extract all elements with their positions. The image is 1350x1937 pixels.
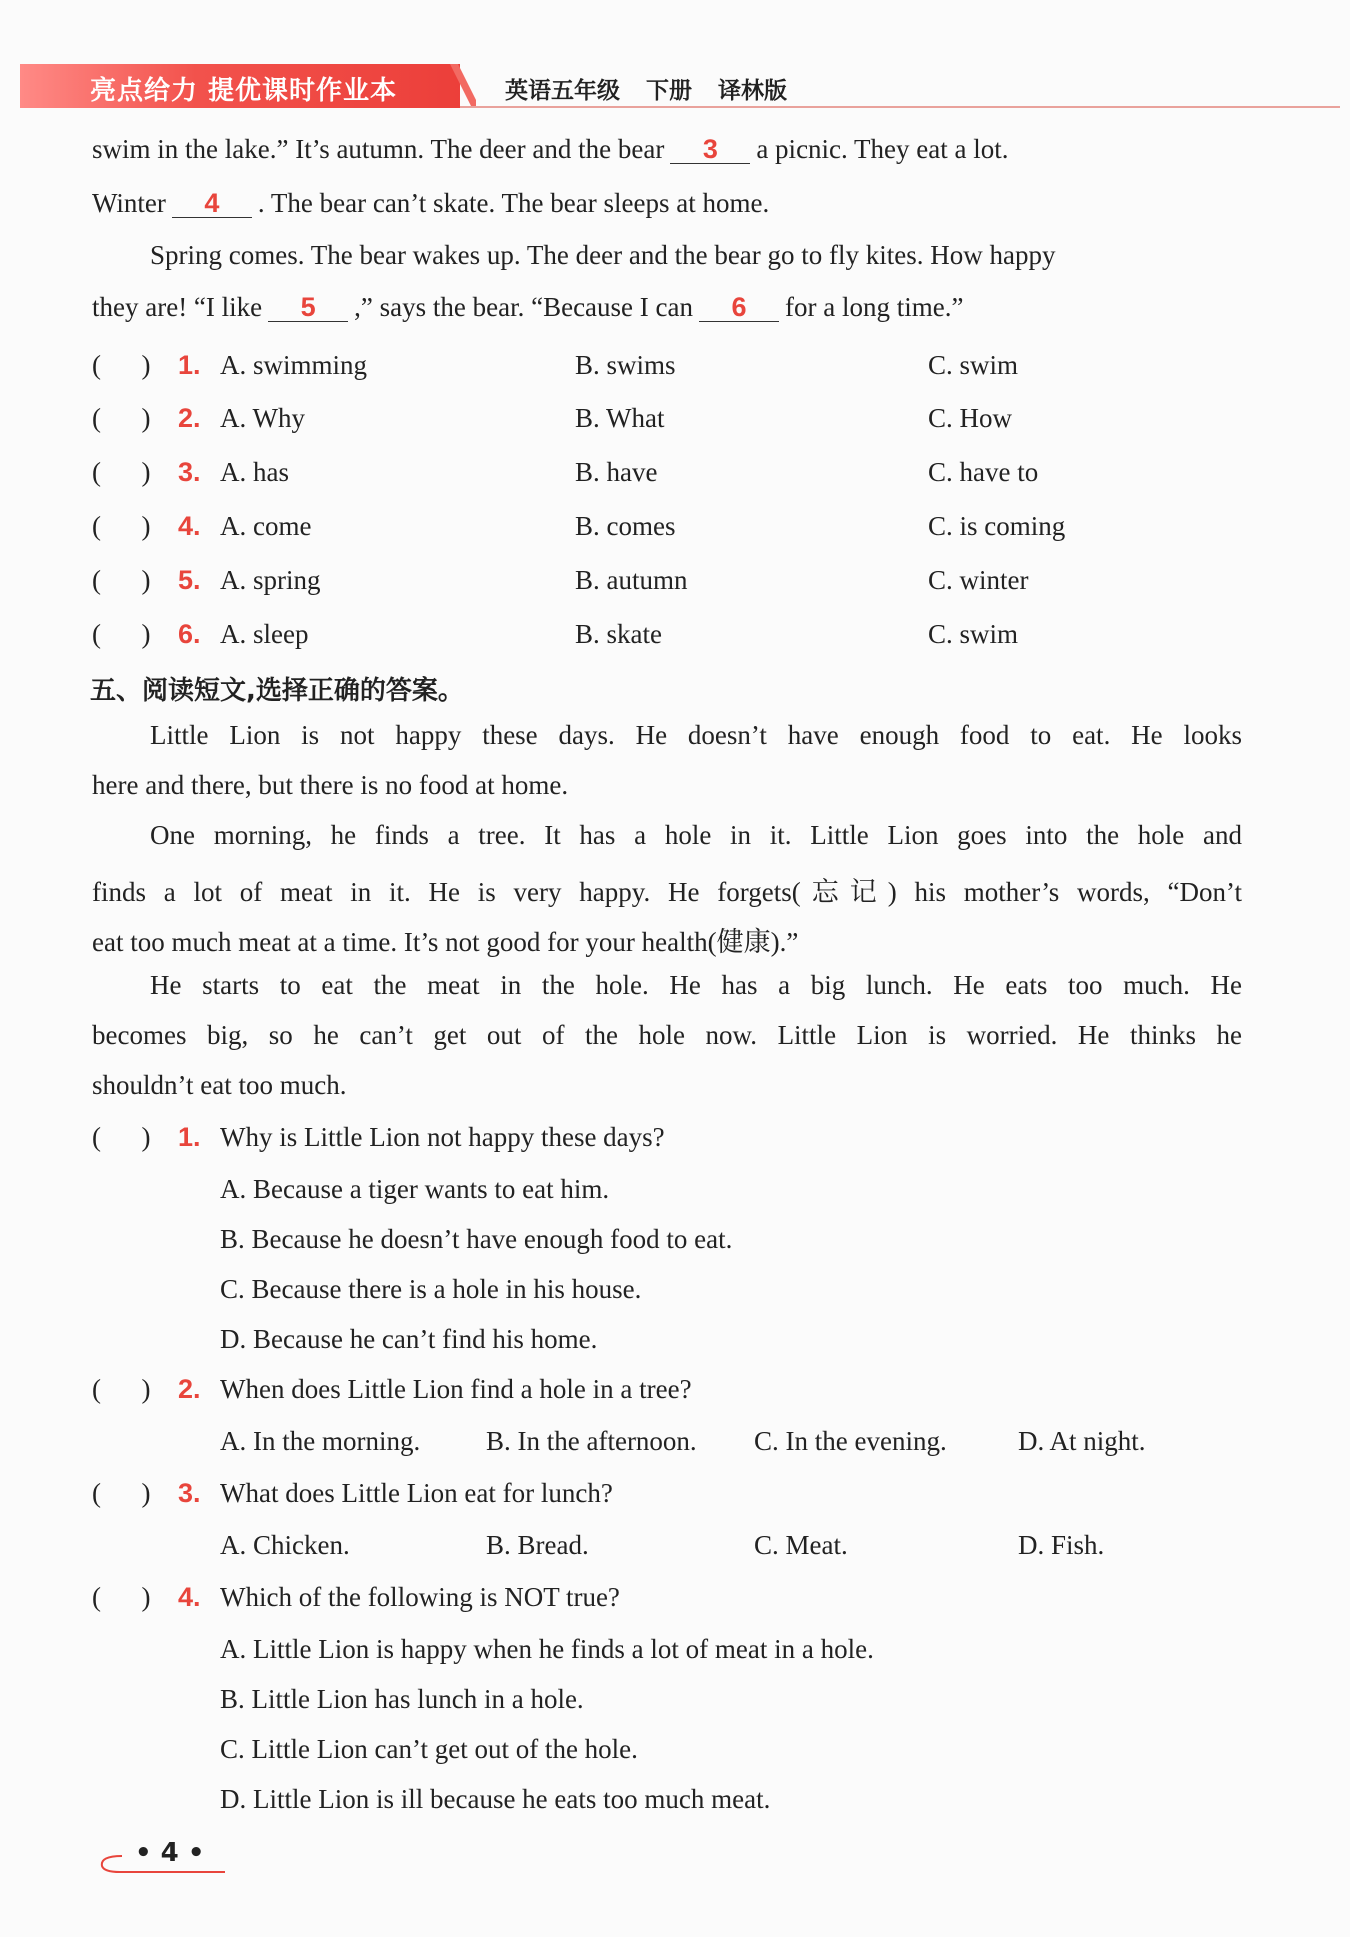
page-number: • 4 •	[135, 1838, 205, 1868]
answer-bracket[interactable]: ( )	[92, 457, 151, 487]
page-header	[20, 64, 1330, 108]
option-d: D. Little Lion is ill because he eats too much meat.	[220, 1784, 771, 1814]
passage-line: becomes big, so he can’t get out of the hole now. Little Lion is worried. He thinks he	[92, 1020, 1242, 1050]
option-c: C. Because there is a hole in his house.	[220, 1274, 642, 1304]
option-c: C. swim	[928, 350, 1019, 380]
option-a: A. Little Lion is happy when he finds a lot of meat in a hole.	[220, 1634, 874, 1664]
book-title: 亮点给力 提优课时作业本	[90, 76, 398, 106]
question-text: Which of the following is NOT true?	[220, 1582, 620, 1612]
answer-bracket[interactable]: ( )	[92, 565, 151, 595]
question-number: 2.	[178, 403, 201, 433]
answer-bracket[interactable]: ( )	[92, 1374, 151, 1404]
cloze-text: . The bear can’t skate. The bear sleeps at home.	[257, 188, 770, 218]
option-a: A. In the morning.	[220, 1426, 421, 1456]
option-a: A. spring	[220, 565, 321, 595]
option-a: A. has	[220, 457, 289, 487]
question-number: 4.	[178, 1582, 201, 1612]
cloze-text: Winter	[92, 188, 166, 218]
answer-bracket[interactable]: ( )	[92, 403, 151, 433]
option-b: B. skate	[575, 619, 662, 649]
option-d: D. Fish.	[1018, 1530, 1105, 1560]
passage-line: here and there, but there is no food at home.	[92, 770, 569, 800]
cloze-text: ,” says the bear. “Because I can	[354, 292, 693, 322]
option-b: B. What	[575, 403, 665, 433]
cloze-blank-6: 6	[699, 294, 779, 322]
option-c: C. swim	[928, 619, 1019, 649]
option-b: B. autumn	[575, 565, 688, 595]
header-rule	[460, 106, 1340, 108]
cloze-line-3: Spring comes. The bear wakes up. The deer and the bear go to fly kites. How happy	[150, 240, 1056, 270]
edition: 译林版	[718, 78, 787, 104]
cloze-blank-3: 3	[670, 136, 750, 164]
option-c: C. winter	[928, 565, 1029, 595]
option-b: B. have	[575, 457, 658, 487]
option-a: A. Why	[220, 403, 305, 433]
option-a: A. Because a tiger wants to eat him.	[220, 1174, 610, 1204]
answer-bracket[interactable]: ( )	[92, 1582, 151, 1612]
book-info	[505, 72, 813, 105]
option-b: B. Little Lion has lunch in a hole.	[220, 1684, 584, 1714]
passage-line: eat too much meat at a time. It’s not good for your health(健康).”	[92, 927, 799, 957]
cloze-blank-4: 4	[172, 190, 252, 218]
passage-line: He starts to eat the meat in the hole. He has a big lunch. He eats too much. He	[150, 970, 1242, 1000]
cloze-text: swim in the lake.” It’s autumn. The deer and the bear	[92, 134, 665, 164]
answer-bracket[interactable]: ( )	[92, 511, 151, 541]
option-d: D. At night.	[1018, 1426, 1146, 1456]
option-b: B. swims	[575, 350, 676, 380]
answer-bracket[interactable]: ( )	[92, 350, 151, 380]
option-a: A. swimming	[220, 350, 368, 380]
option-c: C. Little Lion can’t get out of the hole.	[220, 1734, 638, 1764]
option-b: B. In the afternoon.	[486, 1426, 697, 1456]
cloze-line-2	[92, 188, 1242, 219]
question-number: 2.	[178, 1374, 201, 1404]
passage-line: Little Lion is not happy these days. He doesn’t have enough food to eat. He looks	[150, 720, 1242, 750]
option-c: C. How	[928, 403, 1013, 433]
passage-line: shouldn’t eat too much.	[92, 1070, 347, 1100]
question-number: 4.	[178, 511, 201, 541]
question-number: 5.	[178, 565, 201, 595]
cloze-line-1	[92, 134, 1242, 165]
option-a: A. sleep	[220, 619, 309, 649]
cloze-text: for a long time.”	[785, 292, 964, 322]
question-number: 1.	[178, 1122, 201, 1152]
option-a: A. Chicken.	[220, 1530, 350, 1560]
answer-bracket[interactable]: ( )	[92, 1122, 151, 1152]
volume: 下册	[646, 78, 692, 104]
option-d: D. Because he can’t find his home.	[220, 1324, 598, 1354]
option-a: A. come	[220, 511, 312, 541]
cloze-blank-5: 5	[268, 294, 348, 322]
question-text: Why is Little Lion not happy these days?	[220, 1122, 665, 1152]
cloze-line-4	[92, 292, 1242, 323]
subject-grade: 英语五年级	[505, 78, 620, 104]
option-b: B. comes	[575, 511, 676, 541]
answer-bracket[interactable]: ( )	[92, 619, 151, 649]
question-number: 1.	[178, 350, 201, 380]
cloze-text: they are! “I like	[92, 292, 263, 322]
passage-line: finds a lot of meat in it. He is very happy. He forgets(忘记) his mother’s words, “Don’t	[92, 877, 1242, 907]
question-number: 3.	[178, 1478, 201, 1508]
option-c: C. In the evening.	[754, 1426, 947, 1456]
option-c: C. is coming	[928, 511, 1066, 541]
cloze-text: a picnic. They eat a lot.	[756, 134, 1009, 164]
question-number: 6.	[178, 619, 201, 649]
option-b: B. Because he doesn’t have enough food to eat.	[220, 1224, 733, 1254]
option-c: C. Meat.	[754, 1530, 848, 1560]
question-text: What does Little Lion eat for lunch?	[220, 1478, 613, 1508]
question-number: 3.	[178, 457, 201, 487]
option-b: B. Bread.	[486, 1530, 589, 1560]
question-text: When does Little Lion find a hole in a tree?	[220, 1374, 692, 1404]
passage-line: One morning, he finds a tree. It has a hole in it. Little Lion goes into the hole and	[150, 820, 1242, 850]
section-title: 五、阅读短文,选择正确的答案。	[90, 676, 464, 706]
option-c: C. have to	[928, 457, 1039, 487]
answer-bracket[interactable]: ( )	[92, 1478, 151, 1508]
